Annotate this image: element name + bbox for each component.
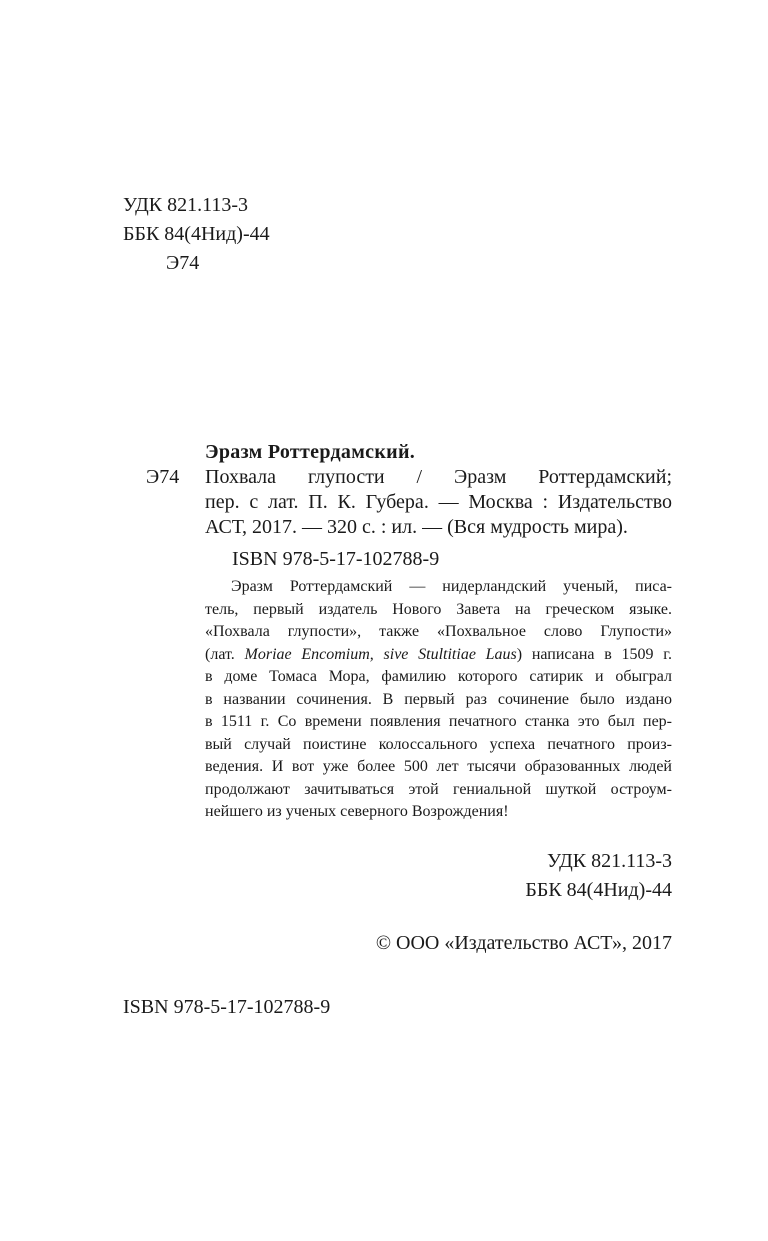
annotation-line: ведения. И вот уже более 500 лет тысячи образованных людей	[205, 758, 672, 775]
annotation-line: вый случай поистине колоссального успеха печатного произ-	[205, 735, 672, 753]
top-author-code: Э74	[166, 252, 200, 274]
catalog-entry-line: АСТ, 2017. — 320 с. : ил. — (Вся мудрость мира).	[205, 516, 628, 538]
top-udk-code: УДК 821.113-3	[123, 194, 249, 216]
annotation-line-latin-title	[205, 644, 672, 667]
catalog-entry-line: пер. с лат. П. К. Губера. — Москва : Издательство	[205, 491, 672, 513]
bottom-isbn: ISBN 978-5-17-102788-9	[123, 996, 331, 1018]
annotation-line: продолжают зачитываться этой гениальной шуткой остроум-	[205, 780, 672, 798]
catalog-isbn: ISBN 978-5-17-102788-9	[232, 548, 440, 570]
annotation-latin-suffix: ) написана в 1509 г.	[516, 645, 672, 663]
top-bbk-code: ББК 84(4Нид)-44	[123, 223, 270, 245]
annotation-line: тель, первый издатель Нового Завета на греческом языке.	[205, 600, 672, 618]
annotation-line: нейшего из ученых северного Возрождения!	[205, 803, 509, 820]
catalog-author-heading: Эразм Роттердамский.	[205, 441, 416, 463]
annotation-latin-prefix: (лат.	[205, 645, 245, 663]
annotation-paragraph	[205, 576, 672, 824]
catalog-entry-line: Похвала глупости / Эразм Роттердамский;	[205, 466, 672, 488]
annotation-line: в названии сочинения. В первый раз сочинение было издано	[205, 690, 672, 708]
bottom-bbk-code: ББК 84(4Нид)-44	[525, 879, 672, 901]
annotation-line: в доме Томаса Мора, фамилию которого сатирик и обыграл	[205, 668, 672, 685]
catalog-entry-description	[205, 465, 672, 540]
annotation-latin-title: Moriae Encomium, sive Stultitiae Laus	[244, 645, 517, 663]
catalog-side-code: Э74	[146, 466, 180, 488]
bottom-udk-code: УДК 821.113-3	[546, 850, 672, 872]
annotation-line: «Похвала глупости», также «Похвальное слово Глупости»	[205, 623, 672, 640]
annotation-line: в 1511 г. Со времени появления печатного станка это был пер-	[205, 713, 672, 730]
annotation-line: Эразм Роттердамский — нидерландский ученый, писа-	[231, 578, 672, 595]
copyright-notice: © ООО «Издательство АСТ», 2017	[375, 932, 672, 954]
